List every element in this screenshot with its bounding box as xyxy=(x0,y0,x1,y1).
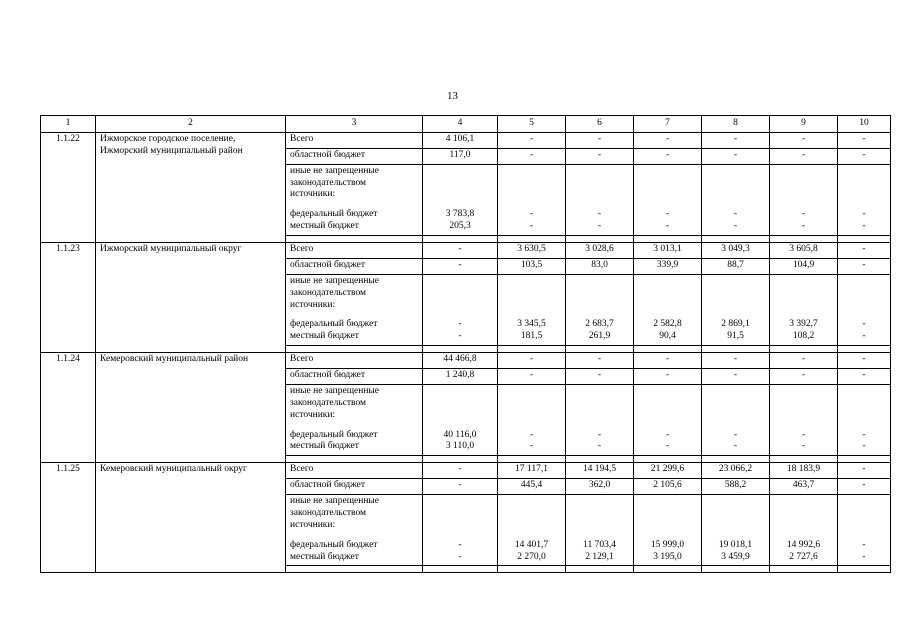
value-total: - xyxy=(566,132,634,148)
value-federal-local xyxy=(838,495,891,566)
value-federal: 19 018,1 xyxy=(718,539,753,550)
value-local: 261,9 xyxy=(588,331,611,342)
value-federal-local xyxy=(634,384,702,455)
value-total: - xyxy=(838,463,891,479)
value-local: 2 129,1 xyxy=(585,551,614,562)
row-name: Ижморский муниципальный округ xyxy=(96,243,286,353)
local-label: местный бюджет xyxy=(290,221,359,232)
value-total: - xyxy=(770,132,838,148)
value-federal: - xyxy=(801,209,806,220)
value-regional: - xyxy=(566,148,634,164)
value-local: 181,5 xyxy=(520,331,543,342)
value-total: - xyxy=(702,132,770,148)
padding-cell xyxy=(286,566,423,573)
padding-cell xyxy=(423,566,498,573)
padding-cell xyxy=(566,456,634,463)
col-header-5: 5 xyxy=(498,116,566,133)
value-regional: - xyxy=(423,479,498,495)
local-label: местный бюджет xyxy=(290,551,359,562)
value-regional: - xyxy=(838,479,891,495)
other-sources-text: иные не запрещенные законодательством источники: xyxy=(290,275,380,310)
value-federal-local xyxy=(423,495,498,566)
value-local: - xyxy=(597,441,602,452)
source-label-regional: областной бюджет xyxy=(286,479,423,495)
padding-cell xyxy=(498,456,566,463)
value-federal-local xyxy=(634,164,702,235)
value-federal-local xyxy=(423,384,498,455)
local-label: местный бюджет xyxy=(290,331,359,342)
value-total: - xyxy=(498,132,566,148)
padding-cell xyxy=(498,236,566,243)
value-total: - xyxy=(634,132,702,148)
row-code: 1.1.25 xyxy=(41,463,96,573)
value-local: 2 727,6 xyxy=(789,551,818,562)
value-federal-local xyxy=(498,384,566,455)
value-regional: - xyxy=(702,148,770,164)
table-row-total xyxy=(41,132,891,148)
value-regional: - xyxy=(770,369,838,385)
local-label: местный бюджет xyxy=(290,441,359,452)
federal-label: федеральный бюджет xyxy=(290,539,378,550)
value-local: - xyxy=(801,441,806,452)
value-local: - xyxy=(801,221,806,232)
value-total: - xyxy=(423,243,498,259)
value-regional: - xyxy=(838,369,891,385)
table-row-total xyxy=(41,243,891,259)
value-local: - xyxy=(597,221,602,232)
value-federal-local xyxy=(702,274,770,345)
value-federal: 3 783,8 xyxy=(445,209,475,220)
col-header-6: 6 xyxy=(566,116,634,133)
value-federal-local xyxy=(702,164,770,235)
source-label-other xyxy=(286,384,423,455)
padding-cell xyxy=(838,346,891,353)
value-federal-local xyxy=(702,384,770,455)
source-label-other xyxy=(286,274,423,345)
value-total: - xyxy=(702,353,770,369)
source-label-regional: областной бюджет xyxy=(286,258,423,274)
value-federal: - xyxy=(458,539,462,550)
row-code: 1.1.22 xyxy=(41,132,96,242)
value-regional: 103,5 xyxy=(498,258,566,274)
value-federal: 14 992,6 xyxy=(786,539,821,550)
value-total: 3 049,3 xyxy=(702,243,770,259)
value-federal-local xyxy=(498,164,566,235)
padding-cell xyxy=(838,236,891,243)
value-federal: 2 582,8 xyxy=(653,319,682,330)
value-total: - xyxy=(498,353,566,369)
padding-cell xyxy=(286,456,423,463)
source-label-total: Всего xyxy=(286,243,423,259)
value-federal-local xyxy=(423,274,498,345)
value-federal-local xyxy=(770,495,838,566)
value-total: 3 028,6 xyxy=(566,243,634,259)
value-federal: - xyxy=(862,319,866,330)
value-federal-local xyxy=(702,495,770,566)
value-federal: - xyxy=(665,209,670,220)
value-local: - xyxy=(529,221,534,232)
value-federal-local xyxy=(566,164,634,235)
value-federal-local xyxy=(423,164,498,235)
col-header-7: 7 xyxy=(634,116,702,133)
budget-table-container xyxy=(40,115,870,573)
padding-cell xyxy=(566,566,634,573)
value-federal: - xyxy=(801,429,806,440)
value-total: - xyxy=(838,132,891,148)
value-federal: 2 683,7 xyxy=(585,319,614,330)
value-regional: - xyxy=(634,369,702,385)
value-regional: - xyxy=(423,258,498,274)
source-label-total: Всего xyxy=(286,353,423,369)
padding-cell xyxy=(634,346,702,353)
value-local: 90,4 xyxy=(659,331,676,342)
value-federal-local xyxy=(566,495,634,566)
value-federal: - xyxy=(458,319,462,330)
page-number: 13 xyxy=(447,90,458,102)
value-regional: 339,9 xyxy=(634,258,702,274)
value-total: - xyxy=(838,353,891,369)
value-total: 3 630,5 xyxy=(498,243,566,259)
header-row xyxy=(41,116,891,133)
value-federal: 11 703,4 xyxy=(583,539,616,550)
row-code: 1.1.23 xyxy=(41,243,96,353)
value-federal-local xyxy=(838,274,891,345)
value-total: 17 117,1 xyxy=(498,463,566,479)
value-regional: 88,7 xyxy=(702,258,770,274)
padding-cell xyxy=(770,566,838,573)
padding-cell xyxy=(702,566,770,573)
budget-table xyxy=(40,115,891,573)
padding-cell xyxy=(498,566,566,573)
value-local: - xyxy=(862,551,866,562)
value-total: 14 194,5 xyxy=(566,463,634,479)
source-label-total: Всего xyxy=(286,132,423,148)
value-federal: - xyxy=(597,209,602,220)
table-row-total xyxy=(41,353,891,369)
value-regional: 117,0 xyxy=(423,148,498,164)
federal-label: федеральный бюджет xyxy=(290,209,378,220)
value-federal: - xyxy=(733,209,738,220)
row-name: Кемеровский муниципальный округ xyxy=(96,463,286,573)
other-sources-text: иные не запрещенные законодательством источники: xyxy=(290,496,380,530)
value-total: - xyxy=(566,353,634,369)
value-local: 205,3 xyxy=(449,221,471,232)
value-regional: - xyxy=(498,369,566,385)
col-header-2: 2 xyxy=(96,116,286,133)
padding-cell xyxy=(702,236,770,243)
value-federal-local xyxy=(770,274,838,345)
padding-cell xyxy=(634,236,702,243)
value-local: - xyxy=(862,441,866,452)
value-regional: 362,0 xyxy=(566,479,634,495)
value-regional: - xyxy=(498,148,566,164)
value-federal: 40 116,0 xyxy=(443,429,477,440)
value-federal: 2 869,1 xyxy=(721,319,750,330)
padding-cell xyxy=(566,236,634,243)
value-regional: 83,0 xyxy=(566,258,634,274)
value-total: 44 466,8 xyxy=(423,353,498,369)
value-local: 91,5 xyxy=(727,331,744,342)
value-regional: 1 240,8 xyxy=(423,369,498,385)
value-regional: - xyxy=(838,148,891,164)
table-row-total xyxy=(41,463,891,479)
padding-cell xyxy=(838,566,891,573)
col-header-10: 10 xyxy=(838,116,891,133)
value-federal-local xyxy=(498,274,566,345)
other-sources-text: иные не запрещенные законодательством источники: xyxy=(290,385,380,420)
value-regional: - xyxy=(770,148,838,164)
value-total: - xyxy=(634,353,702,369)
value-local: - xyxy=(733,441,738,452)
value-federal: 15 999,0 xyxy=(650,539,685,550)
padding-cell xyxy=(702,456,770,463)
value-local: - xyxy=(529,441,534,452)
value-regional: 463,7 xyxy=(770,479,838,495)
value-federal: - xyxy=(529,429,534,440)
value-federal-local xyxy=(634,274,702,345)
value-total: 3 605,8 xyxy=(770,243,838,259)
value-regional: - xyxy=(566,369,634,385)
source-label-other xyxy=(286,495,423,566)
value-local: 3 195,0 xyxy=(653,551,682,562)
padding-cell xyxy=(770,346,838,353)
value-federal-local xyxy=(498,495,566,566)
value-federal: - xyxy=(665,429,670,440)
value-regional: 588,2 xyxy=(702,479,770,495)
value-total: - xyxy=(838,243,891,259)
padding-cell xyxy=(566,346,634,353)
value-total: 23 066,2 xyxy=(702,463,770,479)
col-header-9: 9 xyxy=(770,116,838,133)
value-total: 21 299,6 xyxy=(634,463,702,479)
padding-cell xyxy=(702,346,770,353)
value-federal: 3 392,7 xyxy=(789,319,818,330)
value-federal: - xyxy=(862,209,866,220)
value-regional: - xyxy=(702,369,770,385)
value-federal: - xyxy=(733,429,738,440)
padding-cell xyxy=(634,456,702,463)
padding-cell xyxy=(423,456,498,463)
value-total: 18 183,9 xyxy=(770,463,838,479)
source-label-other xyxy=(286,164,423,235)
col-header-8: 8 xyxy=(702,116,770,133)
value-federal: - xyxy=(862,539,866,550)
padding-cell xyxy=(770,236,838,243)
col-header-1: 1 xyxy=(41,116,96,133)
col-header-3: 3 xyxy=(286,116,423,133)
value-local: 108,2 xyxy=(792,331,815,342)
value-local: 2 270,0 xyxy=(517,551,546,562)
value-federal-local xyxy=(566,274,634,345)
value-regional: - xyxy=(634,148,702,164)
padding-cell xyxy=(423,346,498,353)
padding-cell xyxy=(423,236,498,243)
value-local: - xyxy=(665,221,670,232)
value-total: 3 013,1 xyxy=(634,243,702,259)
table-body xyxy=(41,132,891,573)
row-name: Ижморское городское поселение, Ижморский муниципальный район xyxy=(96,132,286,242)
value-regional: - xyxy=(838,258,891,274)
federal-label: федеральный бюджет xyxy=(290,319,378,330)
padding-cell xyxy=(498,346,566,353)
value-federal-local xyxy=(838,384,891,455)
source-label-regional: областной бюджет xyxy=(286,148,423,164)
value-local: - xyxy=(665,441,670,452)
value-regional: 445,4 xyxy=(498,479,566,495)
value-regional: 2 105,6 xyxy=(634,479,702,495)
value-federal-local xyxy=(838,164,891,235)
padding-cell xyxy=(838,456,891,463)
source-label-regional: областной бюджет xyxy=(286,369,423,385)
value-federal: - xyxy=(597,429,602,440)
value-local: - xyxy=(458,331,462,342)
value-federal: 14 401,7 xyxy=(514,539,549,550)
value-federal: - xyxy=(529,209,534,220)
federal-label: федеральный бюджет xyxy=(290,429,378,440)
value-total: - xyxy=(770,353,838,369)
value-regional: 104,9 xyxy=(770,258,838,274)
value-federal: 3 345,5 xyxy=(517,319,546,330)
other-sources-text: иные не запрещенные законодательством источники: xyxy=(290,165,380,200)
padding-cell xyxy=(770,456,838,463)
value-federal-local xyxy=(566,384,634,455)
value-federal: - xyxy=(862,429,866,440)
value-federal-local xyxy=(634,495,702,566)
value-local: - xyxy=(862,331,866,342)
value-federal-local xyxy=(770,384,838,455)
padding-cell xyxy=(634,566,702,573)
row-code: 1.1.24 xyxy=(41,353,96,463)
value-local: 3 459,9 xyxy=(721,551,750,562)
value-federal-local xyxy=(770,164,838,235)
col-header-4: 4 xyxy=(423,116,498,133)
value-local: - xyxy=(733,221,738,232)
value-total: - xyxy=(423,463,498,479)
padding-cell xyxy=(286,236,423,243)
value-total: 4 106,1 xyxy=(423,132,498,148)
value-local: 3 110,0 xyxy=(445,441,475,452)
value-local: - xyxy=(458,551,462,562)
row-name: Кемеровский муниципальный район xyxy=(96,353,286,463)
value-local: - xyxy=(862,221,866,232)
padding-cell xyxy=(286,346,423,353)
source-label-total: Всего xyxy=(286,463,423,479)
